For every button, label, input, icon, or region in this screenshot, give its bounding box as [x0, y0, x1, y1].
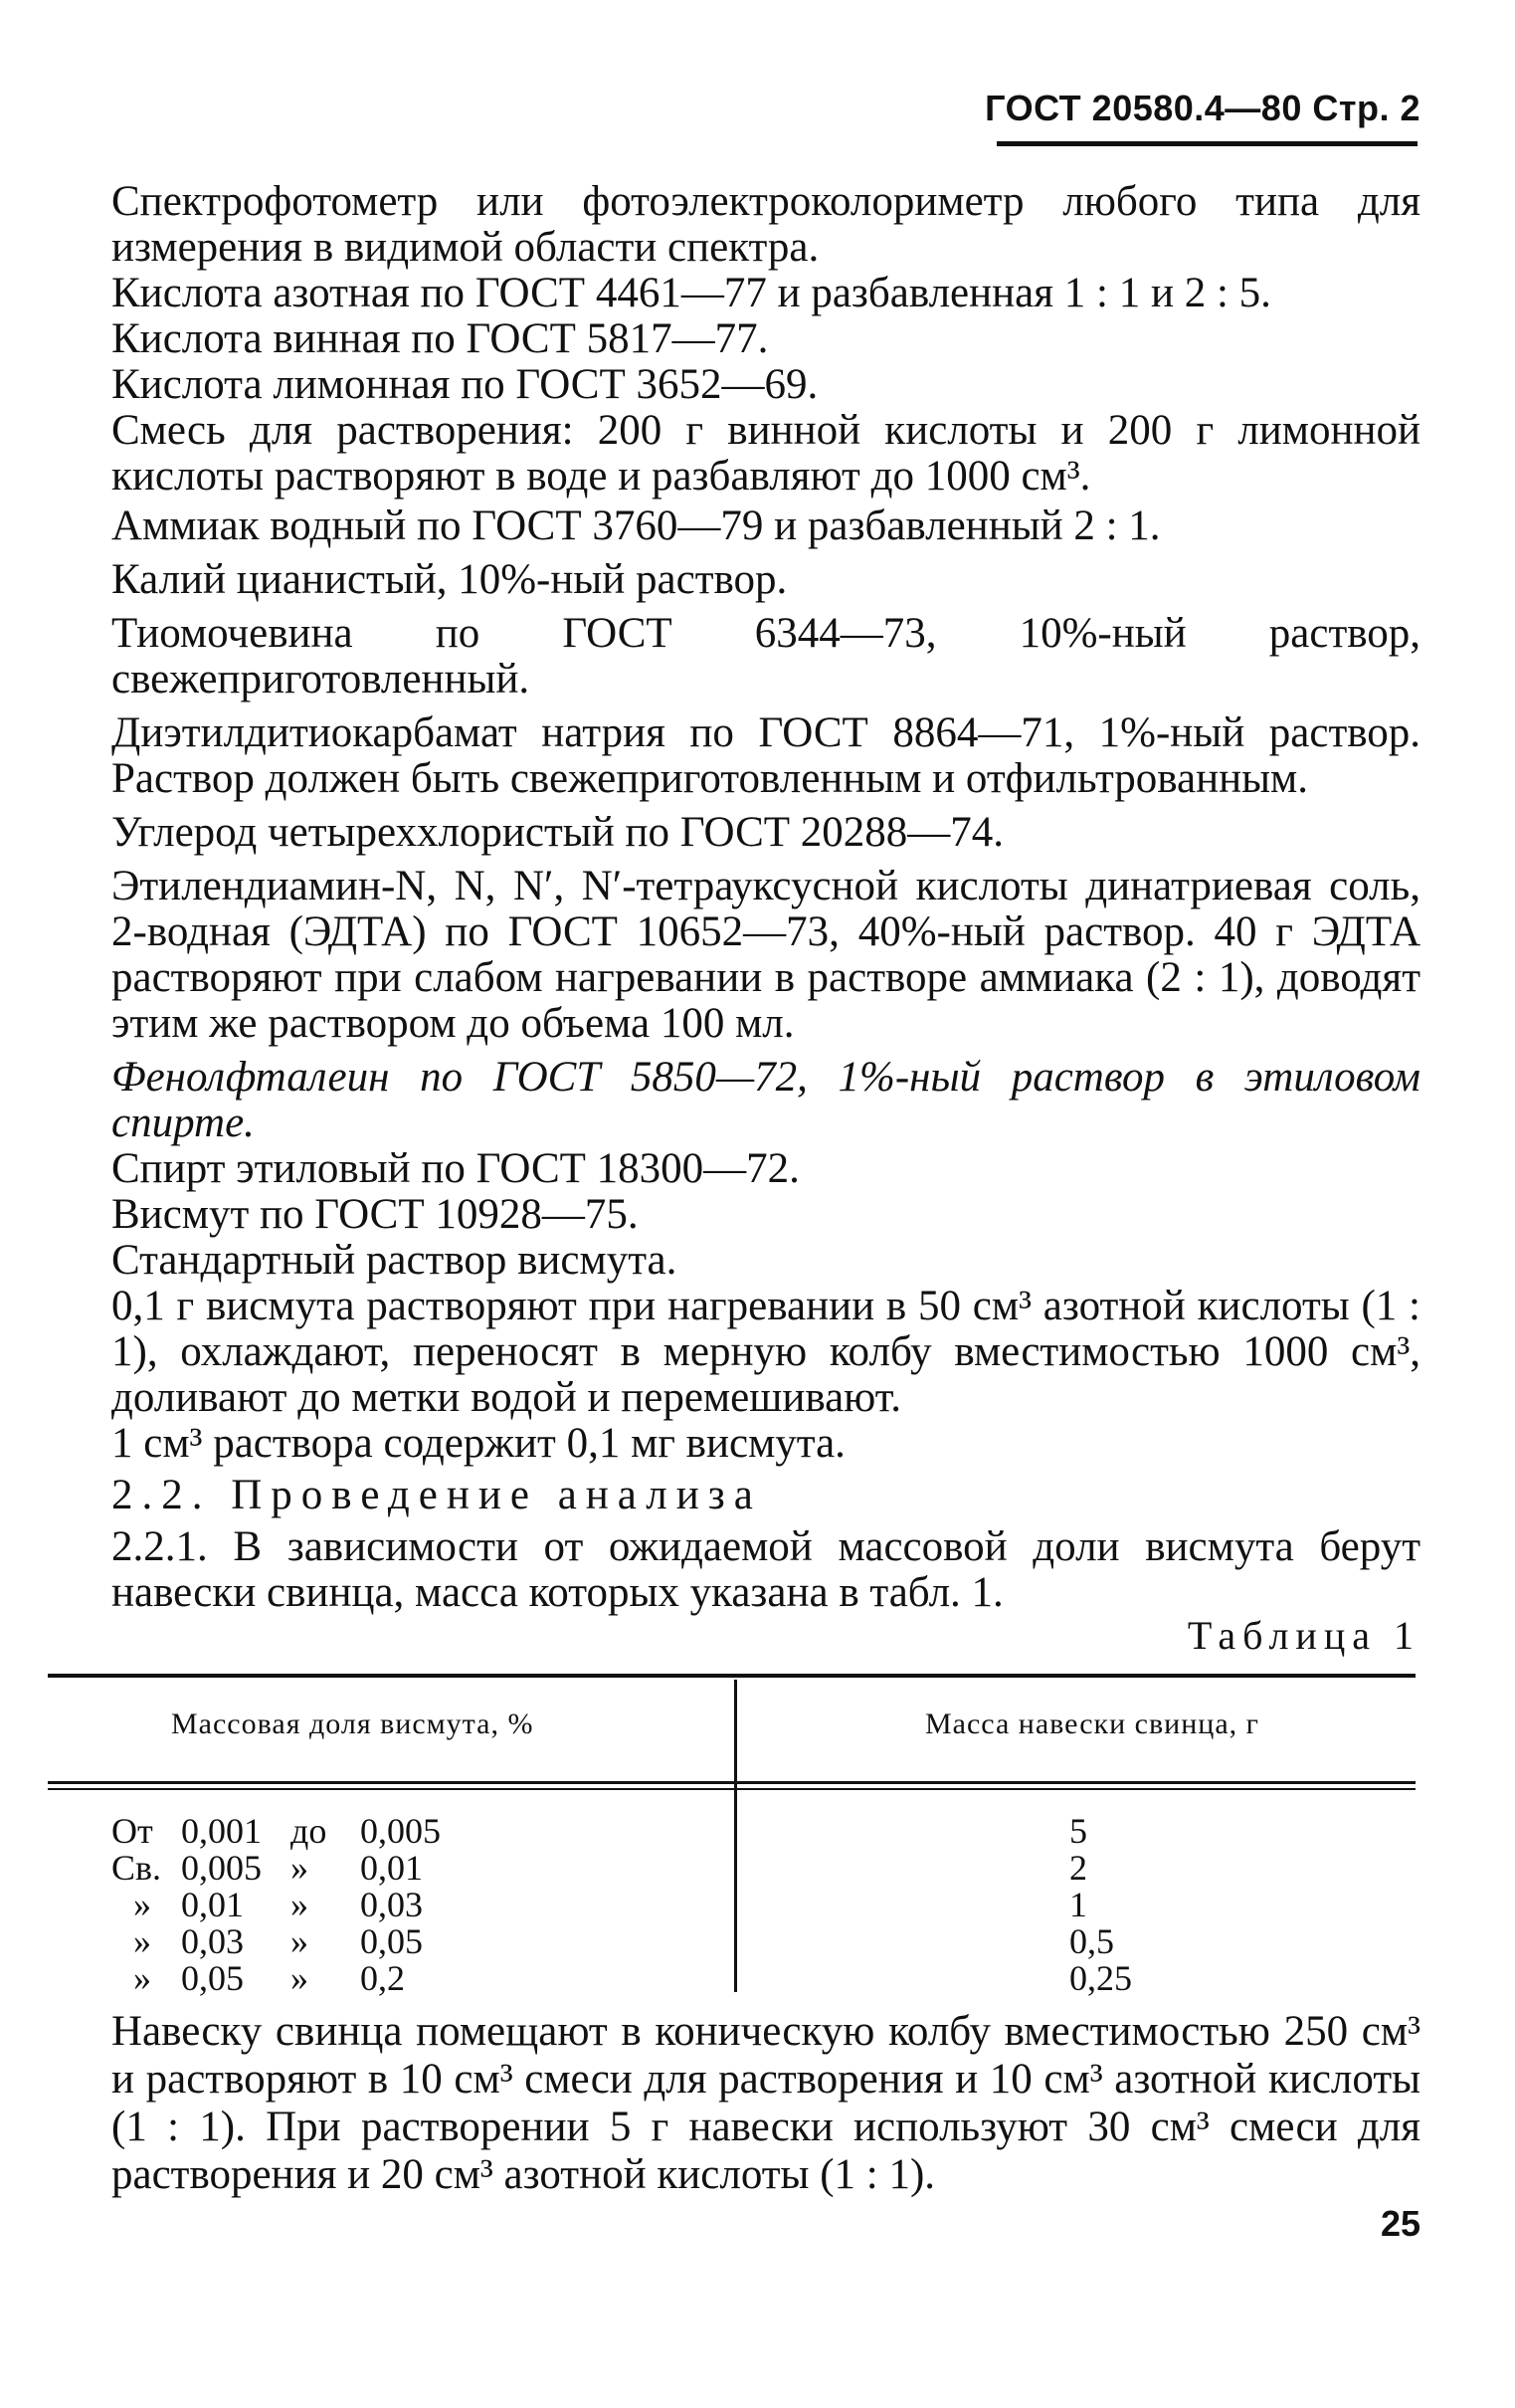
row-from: 0,03	[181, 1921, 244, 1961]
paragraph-7: Калий цианистый, 10%-ный раствор.	[111, 556, 788, 603]
table-cell-mass: 0,25	[1069, 1958, 1132, 1998]
row-to: 0,03	[360, 1885, 423, 1924]
row-prefix: От	[111, 1811, 153, 1851]
table-row	[111, 1923, 479, 1960]
table-column-divider	[734, 1680, 737, 1992]
table-row	[111, 1960, 479, 1997]
table-row	[111, 1850, 479, 1887]
paragraph-13: Спирт этиловый по ГОСТ 18300—72.	[111, 1145, 800, 1192]
row-from: 0,01	[181, 1885, 244, 1924]
row-mid: »	[290, 1921, 308, 1961]
table-header-col2: Масса навески свинца, г	[925, 1707, 1259, 1740]
body-text	[111, 179, 1420, 1616]
page-header: ГОСТ 20580.4—80 Стр. 2	[985, 88, 1420, 128]
row-mid: до	[290, 1811, 327, 1851]
paragraph-8: Тиомочевина по ГОСТ 6344—73, 10%-ный раствор, свежеприготовленный.	[111, 610, 1420, 702]
table-header-col1: Массовая доля висмута, %	[171, 1707, 534, 1740]
paragraph-18: 2.2.1. В зависимости от ожидаемой массовой доли висмута берут навески свинца, масса которых указана в табл. 1.	[111, 1523, 1420, 1616]
row-to: 0,005	[360, 1811, 441, 1851]
row-prefix: »	[133, 1885, 151, 1924]
row-mid: »	[290, 1885, 308, 1924]
paragraph-12: Фенолфталеин по ГОСТ 5850—72, 1%-ный раствор в этиловом спирте.	[111, 1054, 1420, 1146]
table-cell-mass: 5	[1069, 1811, 1087, 1851]
table-header-rule-2	[48, 1788, 1416, 1790]
row-from: 0,001	[181, 1811, 262, 1851]
table-col1	[111, 1813, 479, 1997]
table-cell-mass: 0,5	[1069, 1921, 1114, 1961]
row-to: 0,2	[360, 1958, 405, 1998]
paragraph-9: Диэтилдитиокарбамат натрия по ГОСТ 8864—71, 1%-ный раствор. Раствор должен быть свежеприготовленным и отфильтрованным.	[111, 709, 1420, 802]
paragraph-4: Кислота лимонная по ГОСТ 3652—69.	[111, 361, 819, 408]
paragraph-2: Кислота азотная по ГОСТ 4461—77 и разбавленная 1 : 1 и 2 : 5.	[111, 270, 1271, 316]
table-header-rule	[48, 1781, 1416, 1784]
row-prefix: »	[133, 1921, 151, 1961]
header-rule	[997, 141, 1418, 146]
table-col2	[1069, 1813, 1132, 1997]
table-row	[111, 1813, 479, 1850]
paragraph-14: Висмут по ГОСТ 10928—75.	[111, 1191, 639, 1238]
table-caption: Таблица 1	[1187, 1613, 1420, 1658]
row-mid: »	[290, 1958, 308, 1998]
paragraph-19: Навеску свинца помещают в коническую колбу вместимостью 250 см³ и растворяют в 10 см³ смеси для растворения и 10 см³ азотной кислоты (1 : 1). При растворении 5 г навески используют 30 см³ смеси для растворения и 20 см³ азотной кислоты (1 : 1).	[111, 2008, 1420, 2198]
paragraph-10: Углерод четыреххлористый по ГОСТ 20288—74.	[111, 809, 1005, 856]
paragraph-17: 1 см³ раствора содержит 0,1 мг висмута.	[111, 1420, 846, 1467]
row-from: 0,05	[181, 1958, 244, 1998]
paragraph-16: 0,1 г висмута растворяют при нагревании в 50 см³ азотной кислоты (1 : 1), охлаждают, переносят в мерную колбу вместимостью 1000 см³, доливают до метки водой и перемешивают.	[111, 1283, 1420, 1421]
paragraph-1: Спектрофотометр или фотоэлектроколориметр любого типа для измерения в видимой области спектра.	[111, 178, 1420, 271]
paragraph-15: Стандартный раствор висмута.	[111, 1237, 677, 1284]
page-number: 25	[1380, 2203, 1420, 2244]
paragraph-11: Этилендиамин-N, N, N′, N′-тетрауксусной кислоты динатриевая соль, 2-водная (ЭДТА) по ГОСТ 10652—73, 40%-ный раствор. 40 г ЭДТА растворяют при слабом нагревании в растворе аммиака (2 : 1), доводят этим же раствором до объема 100 мл.	[111, 863, 1420, 1047]
row-to: 0,01	[360, 1848, 423, 1888]
table-top-rule	[48, 1674, 1416, 1678]
row-from: 0,005	[181, 1848, 262, 1888]
row-to: 0,05	[360, 1921, 423, 1961]
row-prefix: Св.	[111, 1848, 162, 1888]
paragraph-6: Аммиак водный по ГОСТ 3760—79 и разбавленный 2 : 1.	[111, 502, 1161, 549]
row-mid: »	[290, 1848, 308, 1888]
paragraph-3: Кислота винная по ГОСТ 5817—77.	[111, 315, 769, 362]
table-cell-mass: 1	[1069, 1885, 1087, 1924]
body-text-after-table	[111, 2008, 1420, 2199]
table-cell-mass: 2	[1069, 1848, 1087, 1888]
table-row	[111, 1887, 479, 1923]
section-heading: 2.2. Проведение анализа	[111, 1472, 762, 1518]
row-prefix: »	[133, 1958, 151, 1998]
paragraph-5: Смесь для растворения: 200 г винной кислоты и 200 г лимонной кислоты растворяют в воде и разбавляют до 1000 см³.	[111, 407, 1420, 500]
